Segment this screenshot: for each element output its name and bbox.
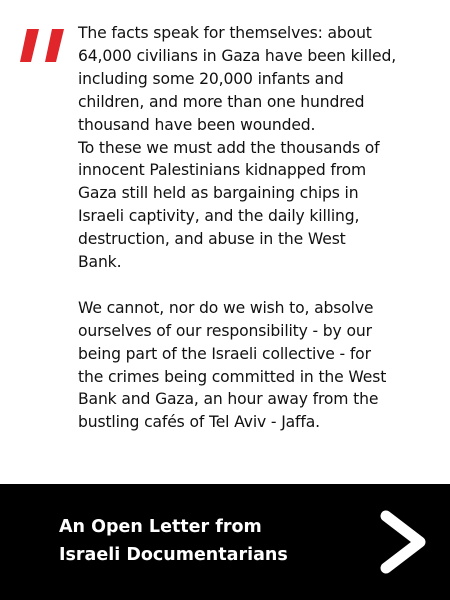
quote-paragraph-2: We cannot, nor do we wish to, absolve ourselves of our responsibility - by our being part of the Israeli collective - for the crimes being committed in the West Bank and Gaza, an hour away from the bustling cafés of Tel Aviv - Jaffa. bbox=[78, 298, 387, 432]
next-slide-button[interactable] bbox=[376, 508, 432, 576]
quote-paragraph-1: The facts speak for themselves: about 64,000 civilians in Gaza have been killed, including some 20,000 infants and children, and more than one hundred thousand have been wounded. To these we must add the thousands of innocent Palestinians kidnapped from Gaza still held as bargaining chips in Israeli captivity, and the daily killing, destruction, and abuse in the West Bank. bbox=[78, 24, 397, 272]
opening-quote-mark-icon bbox=[16, 22, 68, 66]
footer-banner bbox=[0, 484, 450, 600]
quote-body bbox=[78, 22, 440, 434]
footer-title: An Open Letter from Israeli Documentarians bbox=[59, 517, 288, 565]
chevron-right-icon bbox=[376, 508, 432, 576]
